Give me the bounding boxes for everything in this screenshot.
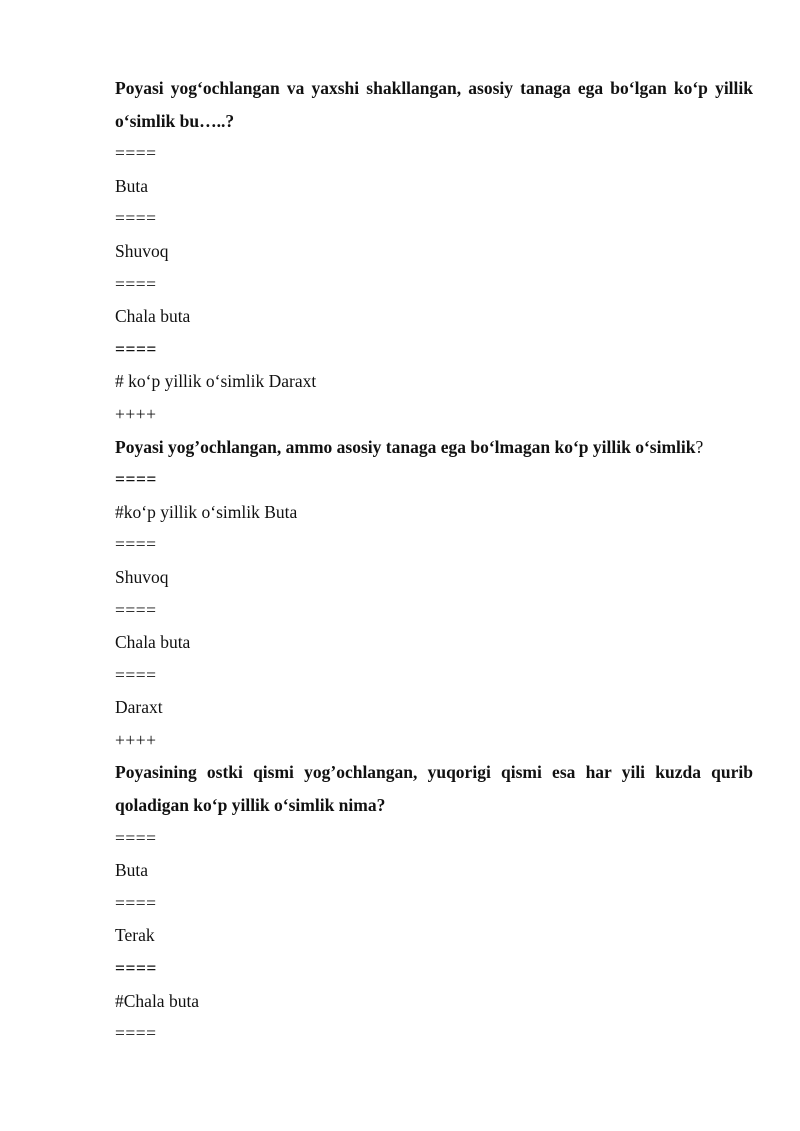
separator: ====	[115, 599, 157, 620]
question-3-option-3: #Chala buta	[115, 990, 200, 1011]
question-1-option-4: # ko‘p yillik o‘simlik Daraxt	[115, 371, 317, 392]
question-end-marker: ++++	[115, 729, 157, 750]
question-3-option-1: Buta	[115, 860, 149, 881]
question-2-option-4: Daraxt	[115, 697, 163, 718]
question-2-text-main: Poyasi yog’ochlangan, ammo asosiy tanaga ega bo‘lmagan ko‘p yillik o‘simlik	[115, 436, 696, 457]
document-content	[115, 72, 753, 1050]
question-1-option-2: Shuvoq	[115, 240, 169, 261]
separator: ====	[115, 469, 157, 490]
question-1-option-1: Buta	[115, 175, 149, 196]
separator: ====	[115, 1023, 157, 1044]
separator: ====	[115, 958, 157, 979]
question-3-option-2: Terak	[115, 925, 155, 946]
question-end-marker: ++++	[115, 403, 157, 424]
separator: ====	[115, 208, 157, 229]
separator: ====	[115, 534, 157, 555]
separator: ====	[115, 892, 157, 913]
question-1-option-3: Chala buta	[115, 306, 191, 327]
separator: ====	[115, 273, 157, 294]
separator: ====	[115, 664, 157, 685]
question-2-option-2: Shuvoq	[115, 566, 169, 587]
question-1-text: Poyasi yog‘ochlangan va yaxshi shakllangan, asosiy tanaga ega bo‘lgan ko‘p yillik o‘simlik bu…..?	[115, 78, 753, 131]
separator: ====	[115, 338, 157, 359]
question-2-text-tail: ?	[695, 436, 704, 457]
separator: ====	[115, 827, 157, 848]
separator: ====	[115, 143, 157, 164]
question-2-option-3: Chala buta	[115, 632, 191, 653]
question-3-text: Poyasining ostki qismi yog’ochlangan, yuqorigi qismi esa har yili kuzda qurib qoladigan ko‘p yillik o‘simlik nima?	[115, 762, 753, 816]
question-2-option-1: #ko‘p yillik o‘simlik Buta	[115, 501, 298, 522]
question-2-text	[115, 431, 753, 464]
